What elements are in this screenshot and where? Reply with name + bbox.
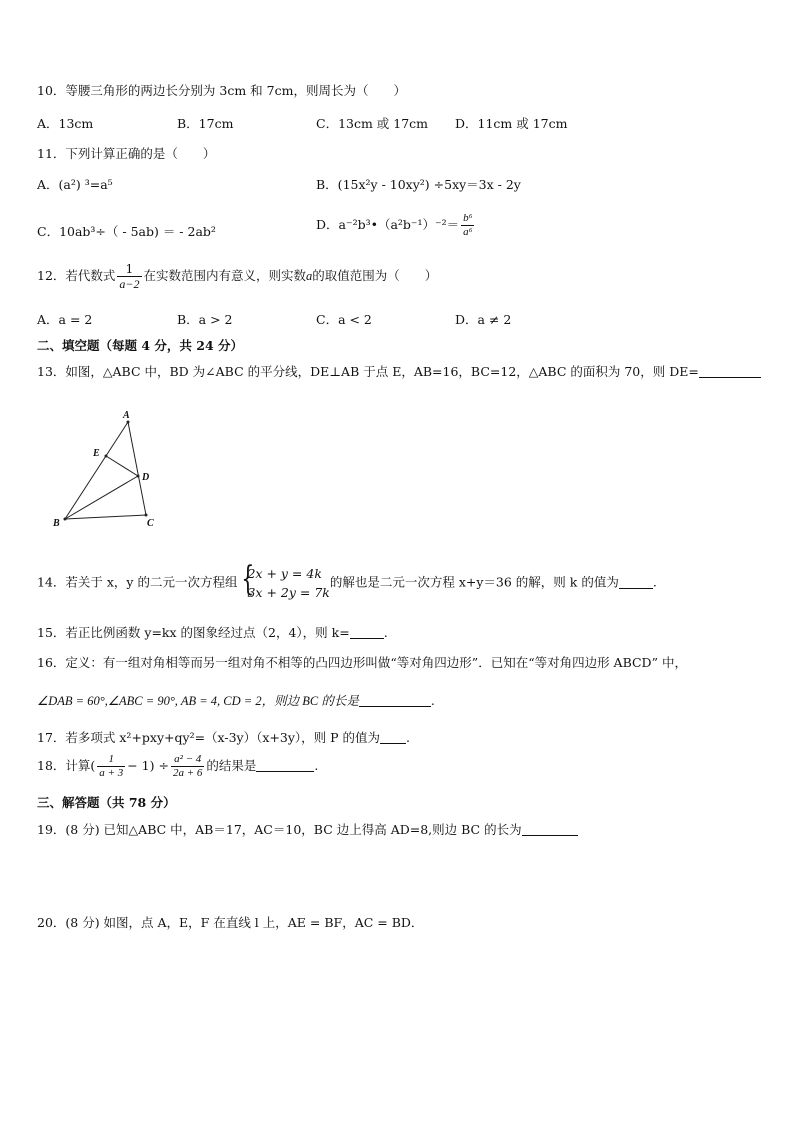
q14-stem-pre: 14．若关于 x，y 的二元一次方程组 (37, 574, 238, 590)
q11-option-b: B．(15x²y - 10xy²) ÷5xy＝3x - 2y (316, 177, 521, 192)
q19-stem-text: 19．(8 分) 已知△ABC 中，AB＝17，AC＝10，BC 边上得高 AD=8,则边 BC 的长为 (37, 822, 522, 837)
q12-option-a: A．a = 2 (37, 312, 93, 327)
q18-stem (37, 754, 318, 779)
q17-stem-text: 17．若多项式 x²+pxy+qy²=（x-3y）（x+3y），则 P 的值为 (37, 730, 381, 745)
section-answer-header: 三、解答题（共 78 分） (37, 795, 176, 810)
q10-stem: 10．等腰三角形的两边长分别为 3cm 和 7cm，则周长为（ ） (37, 83, 406, 98)
q14-equation-system: { 2x + y = 4k 3x + 2y = 7k (241, 559, 330, 600)
q15-stem (37, 626, 388, 640)
label-d: D (142, 472, 150, 483)
q15-stem-text: 15．若正比例函数 y=kx 的图象经过点（2，4），则 k= (37, 625, 350, 640)
q19-stem (37, 823, 578, 837)
q11-option-d (316, 213, 476, 238)
q18-end: . (314, 758, 319, 773)
q11-option-a: A．(a²) ³=a⁵ (37, 177, 113, 192)
q11-d-numerator: b⁶ (463, 212, 473, 224)
label-a: A (123, 410, 130, 421)
q13-stem (37, 365, 761, 379)
q14-stem (37, 559, 657, 602)
q13-stem-text: 13．如图，△ABC 中，BD 为∠ABC 的平分线，DE⊥AB 于点 E，AB=16，BC=12，△ABC 的面积为 70，则 DE= (37, 364, 699, 379)
q15-answer-blank (350, 626, 384, 639)
q19-answer-blank (522, 823, 578, 836)
q18-frac2-numerator: a² − 4 (171, 754, 204, 767)
q18-mid: − 1) ÷ (127, 758, 169, 773)
q11-option-c: C．10ab³÷（ - 5ab) ＝ - 2ab² (37, 224, 216, 239)
q12-frac-denominator: a−2 (119, 277, 140, 291)
q16-answer-blank (359, 694, 431, 707)
segment-bd (65, 476, 138, 519)
q12-option-c: C．a < 2 (316, 312, 372, 327)
q14-answer-blank (619, 576, 653, 589)
q16-line2-text: ∠DAB = 60°,∠ABC = 90°, AB = 4, CD = 2，则边 BC 的长是 (37, 694, 359, 708)
q20-stem: 20．(8 分) 如图，点 A，E，F 在直线 l 上，AE = BF，AC = BD． (37, 915, 424, 930)
q12-stem (37, 263, 437, 290)
q12-stem-post: 的取值范围为（ ） (312, 268, 438, 283)
q14-eq2: 3x + 2y = 7k (247, 585, 330, 600)
side-ab (65, 422, 128, 519)
q11-stem: 11．下列计算正确的是（ ） (37, 146, 216, 161)
q11-d-denominator: a⁶ (463, 226, 473, 238)
q18-frac2-denominator: 2a + 6 (172, 767, 203, 779)
q13-answer-blank (699, 365, 761, 378)
q18-post: 的结果是 (206, 758, 257, 773)
q10-option-d: D．11cm 或 17cm (455, 116, 568, 131)
point-c (145, 514, 148, 517)
q16-line1: 16．定义：有一组对角相等而另一组对角不相等的凸四边形叫做“等对角四边形”．已知在“等对角四边形 ABCD” 中， (37, 655, 687, 670)
q18-pre: 18．计算( (37, 758, 96, 773)
side-bc (65, 515, 146, 519)
q12-frac-numerator: 1 (117, 263, 141, 277)
side-ac (128, 422, 146, 515)
section-fill-in-header: 二、填空题（每题 4 分，共 24 分） (37, 338, 244, 353)
q10-option-a: A．13cm (37, 116, 94, 131)
point-e (105, 455, 108, 458)
label-e: E (93, 448, 100, 459)
q12-var: a (306, 269, 313, 283)
point-b (64, 518, 67, 521)
q14-end: . (652, 574, 657, 590)
q11-option-d-text: D．a⁻²b³•（a²b⁻¹）⁻²＝ (316, 217, 460, 232)
q12-stem-mid: 在实数范围内有意义，则实数 (143, 268, 307, 283)
q13-triangle-figure (48, 405, 168, 530)
q17-stem (37, 731, 410, 745)
q15-end: . (383, 625, 388, 640)
q14-eq1: 2x + y = 4k (247, 566, 322, 581)
q16-line2 (37, 694, 435, 708)
label-c: C (147, 518, 154, 529)
label-b: B (53, 518, 60, 529)
q18-frac1-denominator: a + 3 (99, 767, 124, 779)
q10-option-c: C．13cm 或 17cm (316, 116, 429, 131)
q16-end: . (430, 693, 435, 708)
q12-stem-pre: 12．若代数式 (37, 268, 116, 283)
q17-answer-blank (380, 731, 406, 744)
q12-option-b: B．a > 2 (177, 312, 233, 327)
q18-frac1-numerator: 1 (97, 754, 125, 767)
q10-option-b: B．17cm (177, 116, 234, 131)
q14-stem-post: 的解也是二元一次方程 x+y＝36 的解，则 k 的值为 (329, 574, 619, 590)
q18-answer-blank (256, 759, 314, 772)
point-d (137, 475, 140, 478)
q12-option-d: D．a ≠ 2 (455, 312, 512, 327)
q17-end: . (406, 730, 410, 745)
segment-de (106, 456, 138, 476)
